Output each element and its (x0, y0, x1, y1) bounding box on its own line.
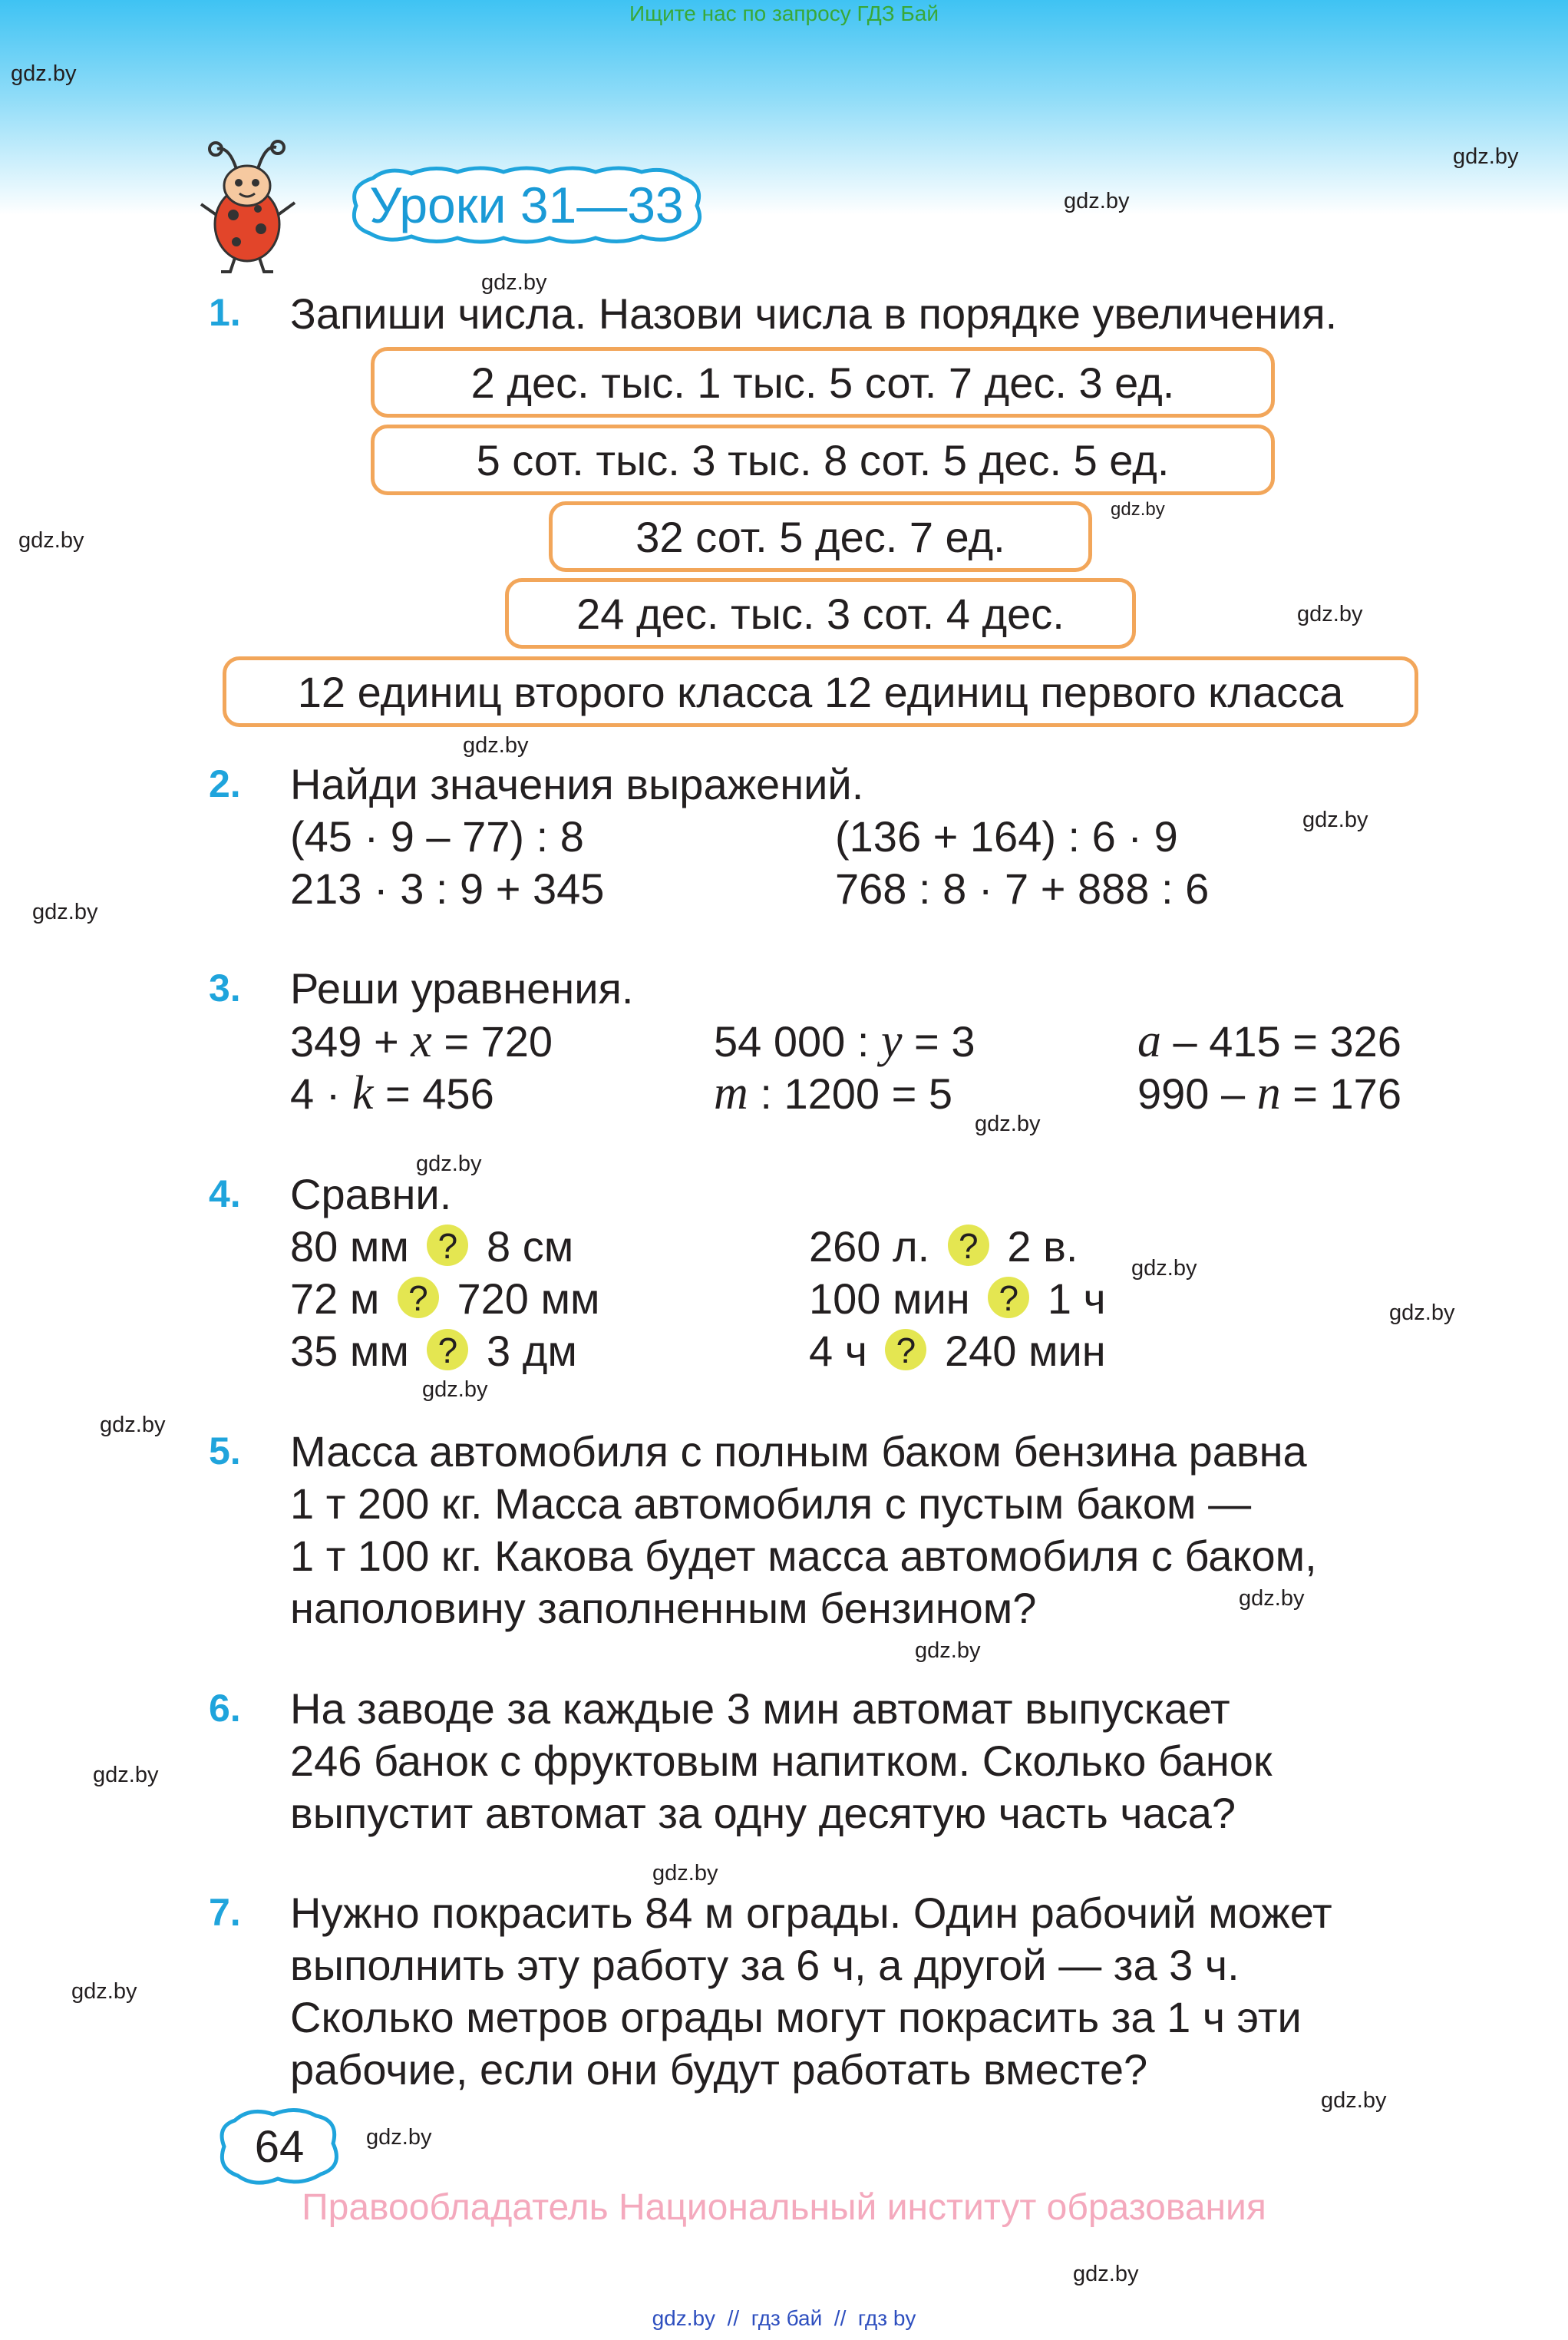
task-4-text: Сравни. (290, 1170, 452, 1218)
watermark: gdz.by (915, 1638, 981, 1663)
task-6-number: 6. (209, 1687, 241, 1730)
variable: m (714, 1067, 748, 1119)
task-5-line: наполовину заполненным бензином? (290, 1584, 1037, 1632)
task-5-line: 1 т 200 кг. Масса автомобиля с пустым баком — (290, 1479, 1252, 1528)
comparison: 260 л. ? 2 в. (809, 1222, 1078, 1271)
task-6-text (290, 1683, 1432, 1839)
watermark: gdz.by (1302, 808, 1368, 832)
watermark: gdz.by (416, 1152, 482, 1176)
task-6-line: На заводе за каждые 3 мин автомат выпускает (290, 1684, 1230, 1733)
task-6-line: выпустит автомат за одну десятую часть часа? (290, 1789, 1236, 1837)
comparison: 100 мин ? 1 ч (809, 1274, 1106, 1323)
equation: 54 000 : y = 3 (714, 1015, 975, 1067)
task-7-line: Сколько метров ограды могут покрасить за 1 ч эти (290, 1993, 1302, 2041)
footer-links[interactable]: gdz.by // гдз бай // гдз by (652, 2306, 916, 2330)
expression: 768 : 8 · 7 + 888 : 6 (835, 864, 1210, 913)
task-7-line: Нужно покрасить 84 м ограды. Один рабочий может (290, 1889, 1332, 1937)
comparison: 80 мм ? 8 см (290, 1222, 574, 1271)
watermark: gdz.by (1389, 1301, 1455, 1325)
equation: 990 – n = 176 (1137, 1067, 1401, 1119)
lesson-title (342, 163, 711, 247)
watermark: gdz.by (652, 1861, 718, 1886)
watermark: gdz.by (1321, 2088, 1387, 2113)
expression: (136 + 164) : 6 · 9 (835, 812, 1178, 861)
task-7-text (290, 1887, 1432, 2096)
variable: n (1256, 1067, 1281, 1119)
expression-row-1 (290, 811, 1441, 863)
task-5-number: 5. (209, 1429, 241, 1472)
equation-row-2 (290, 1067, 1441, 1119)
compare-sign-icon: ? (948, 1225, 989, 1266)
copyright: Правообладатель Национальный институт образования (302, 2187, 1266, 2228)
watermark: gdz.by (1239, 1586, 1305, 1611)
watermark: gdz.by (32, 900, 98, 924)
watermark: gdz.by (11, 61, 77, 86)
watermark: gdz.by (1111, 499, 1165, 520)
watermark: gdz.by (481, 270, 547, 295)
watermark: gdz.by (975, 1112, 1041, 1136)
comparison-row-3 (290, 1325, 1441, 1377)
watermark: gdz.by (1073, 2262, 1139, 2286)
number-box-2: 5 сот. тыс. 3 тыс. 8 сот. 5 дес. 5 ед. (371, 425, 1275, 495)
comparison: 35 мм ? 3 дм (290, 1327, 577, 1375)
task-2-number: 2. (209, 762, 241, 805)
ladybug-mascot-icon (190, 138, 305, 276)
top-note: Ищите нас по запросу ГДЗ Бай (629, 2, 939, 25)
equation: a – 415 = 326 (1137, 1015, 1401, 1067)
task-5-line: Масса автомобиля с полным баком бензина равна (290, 1427, 1307, 1476)
compare-sign-icon: ? (427, 1329, 468, 1370)
expression-row-2 (290, 863, 1441, 915)
compare-sign-icon: ? (398, 1277, 439, 1318)
task-1-text: Запиши числа. Назови числа в порядке увеличения. (290, 289, 1338, 338)
task-4-number: 4. (209, 1172, 241, 1215)
task-7-line: рабочие, если они будут работать вместе? (290, 2045, 1148, 2094)
expression: 213 · 3 : 9 + 345 (290, 864, 605, 913)
comparison-row-2 (290, 1273, 1441, 1325)
number-box-4: 24 дес. тыс. 3 сот. 4 дес. (505, 578, 1136, 649)
number-box-1: 2 дес. тыс. 1 тыс. 5 сот. 7 дес. 3 ед. (371, 347, 1275, 418)
variable: y (880, 1015, 903, 1067)
watermark: gdz.by (93, 1763, 159, 1787)
compare-sign-icon: ? (427, 1225, 468, 1266)
comparison-row-1 (290, 1221, 1441, 1273)
task-7-line: выполнить эту работу за 6 ч, а другой — за 3 ч. (290, 1941, 1240, 1989)
watermark: gdz.by (71, 1979, 137, 2004)
number-box-5: 12 единиц второго класса 12 единиц первого класса (223, 656, 1418, 727)
comparison: 4 ч ? 240 мин (809, 1327, 1106, 1375)
page-number (212, 2104, 347, 2190)
variable: k (352, 1067, 374, 1119)
watermark: gdz.by (422, 1377, 488, 1402)
watermark: gdz.by (1064, 189, 1130, 213)
equation-row-1 (290, 1015, 1441, 1067)
variable: a (1137, 1015, 1161, 1067)
expression: (45 · 9 – 77) : 8 (290, 812, 584, 861)
task-1-number: 1. (209, 291, 241, 334)
watermark: gdz.by (1131, 1256, 1197, 1281)
lesson-title-text: Уроки 31—33 (369, 177, 684, 233)
task-2-text: Найди значения выражений. (290, 760, 864, 808)
watermark: gdz.by (18, 528, 84, 553)
task-3-number: 3. (209, 967, 241, 1010)
task-7-number: 7. (209, 1891, 241, 1934)
task-5-line: 1 т 100 кг. Какова будет масса автомобиля с баком, (290, 1532, 1317, 1580)
page-number-text: 64 (254, 2121, 305, 2172)
watermark: gdz.by (100, 1413, 166, 1437)
task-6-line: 246 банок с фруктовым напитком. Сколько банок (290, 1737, 1273, 1785)
number-box-3: 32 сот. 5 дес. 7 ед. (549, 501, 1092, 572)
compare-sign-icon: ? (885, 1329, 926, 1370)
watermark: gdz.by (1453, 144, 1519, 169)
compare-sign-icon: ? (988, 1277, 1029, 1318)
watermark: gdz.by (1297, 602, 1363, 626)
variable: x (411, 1015, 432, 1067)
equation: 4 · k = 456 (290, 1067, 494, 1119)
task-3-text: Реши уравнения. (290, 964, 634, 1013)
equation: 349 + x = 720 (290, 1015, 553, 1067)
comparison: 72 м ? 720 мм (290, 1274, 600, 1323)
watermark: gdz.by (463, 733, 529, 758)
watermark: gdz.by (366, 2125, 432, 2150)
equation: m : 1200 = 5 (714, 1067, 952, 1119)
